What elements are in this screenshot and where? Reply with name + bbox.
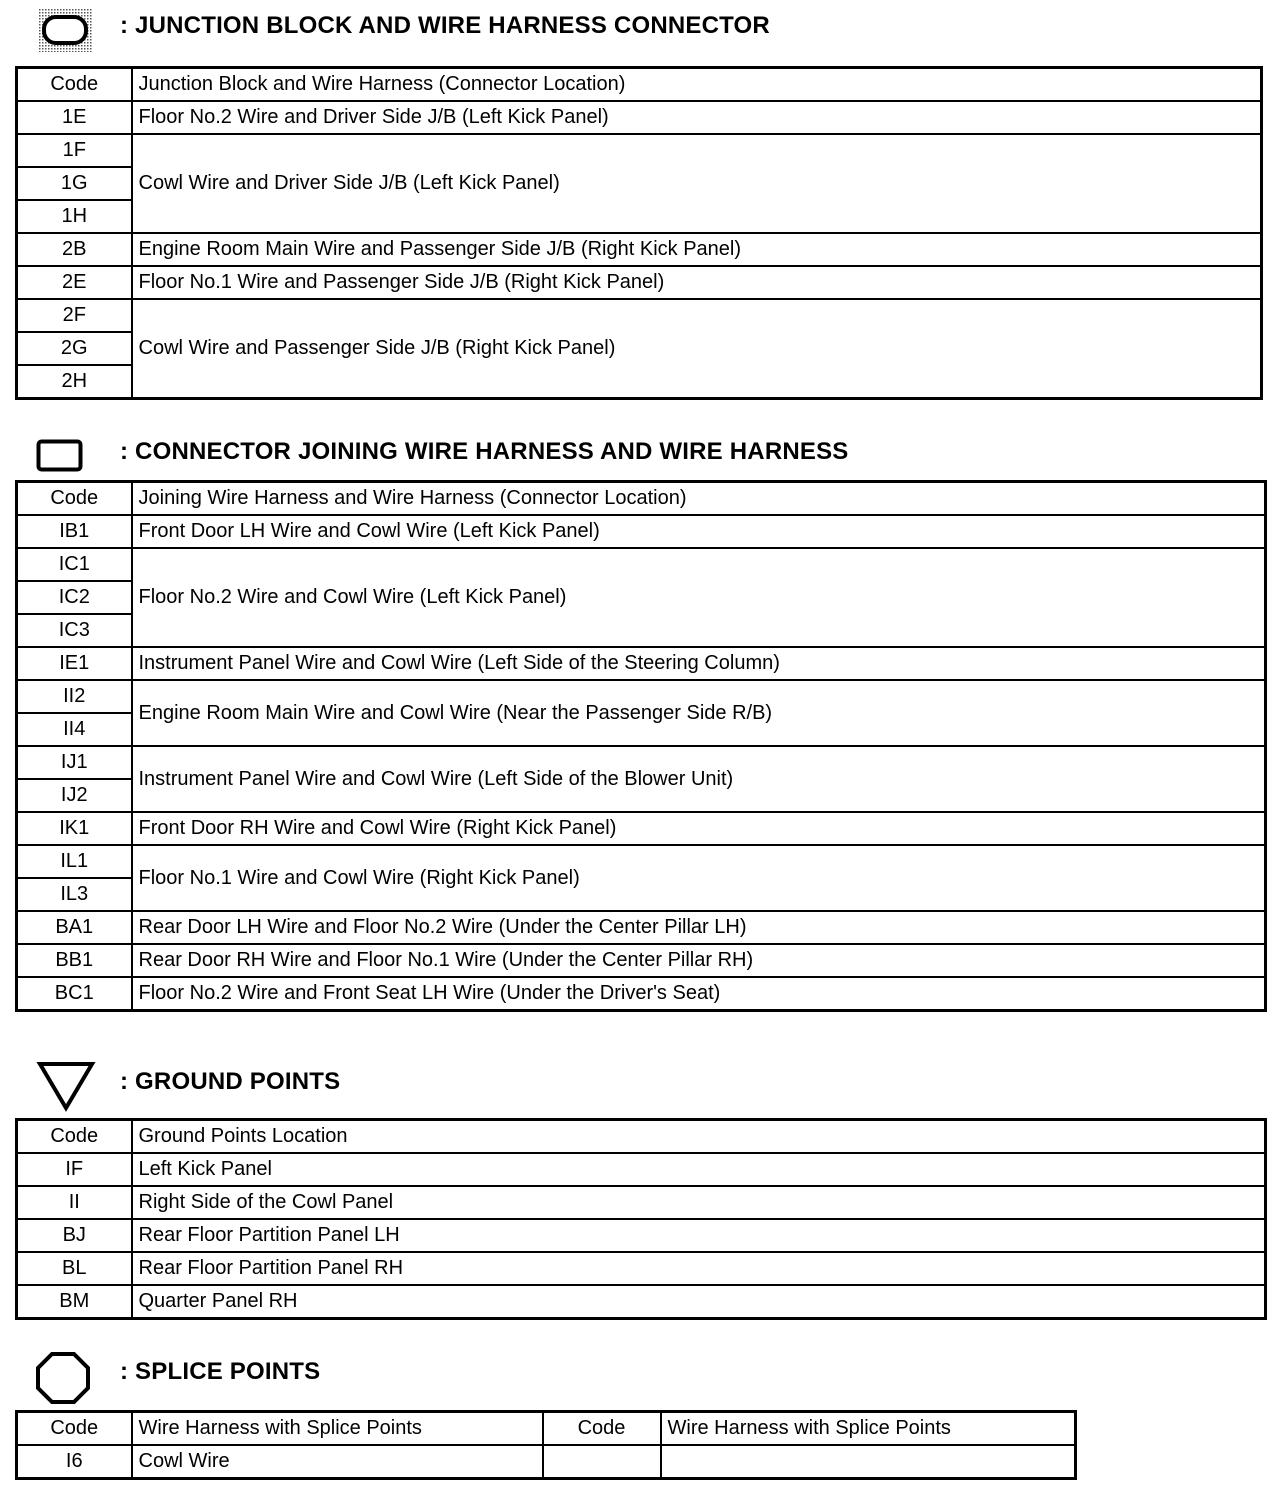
description-cell: Front Door LH Wire and Cowl Wire (Left Kick Panel) xyxy=(132,515,1266,548)
splice-table xyxy=(15,1410,1077,1480)
code-cell: BM xyxy=(17,1285,132,1319)
code-cell: 2H xyxy=(17,365,132,399)
splice-section-title: : SPLICE POINTS xyxy=(120,1358,321,1385)
description-cell: Rear Floor Partition Panel RH xyxy=(132,1252,1266,1285)
code-cell: BB1 xyxy=(17,944,132,977)
description-cell: Rear Door LH Wire and Floor No.2 Wire (Under the Center Pillar LH) xyxy=(132,911,1266,944)
code-cell xyxy=(543,1445,661,1479)
table-row xyxy=(17,1445,1076,1479)
joining-table xyxy=(15,480,1267,1012)
table-row xyxy=(17,1219,1266,1252)
table-row xyxy=(17,233,1262,266)
code-cell: IF xyxy=(17,1153,132,1186)
table-row xyxy=(17,977,1266,1011)
connector-box-icon xyxy=(36,439,84,473)
table-row xyxy=(17,812,1266,845)
header-code-2: Code xyxy=(543,1412,661,1446)
table-row xyxy=(17,134,1262,167)
table-row xyxy=(17,299,1262,332)
code-cell: IC2 xyxy=(17,581,132,614)
header-code: Code xyxy=(17,1120,132,1154)
description-cell: Floor No.1 Wire and Passenger Side J/B (Right Kick Panel) xyxy=(132,266,1262,299)
code-cell: IJ1 xyxy=(17,746,132,779)
code-cell: 2G xyxy=(17,332,132,365)
code-cell: 1H xyxy=(17,200,132,233)
code-cell: IJ2 xyxy=(17,779,132,812)
code-cell: IC1 xyxy=(17,548,132,581)
table-row xyxy=(17,911,1266,944)
header-code-1: Code xyxy=(17,1412,132,1446)
junction-block-icon xyxy=(36,6,94,54)
table-row xyxy=(17,1186,1266,1219)
description-cell: Floor No.2 Wire and Cowl Wire (Left Kick Panel) xyxy=(132,548,1266,647)
code-cell: I6 xyxy=(17,1445,132,1479)
description-cell: Instrument Panel Wire and Cowl Wire (Left Side of the Steering Column) xyxy=(132,647,1266,680)
code-cell: 1G xyxy=(17,167,132,200)
table-header-row xyxy=(17,68,1262,102)
table-row xyxy=(17,548,1266,581)
code-cell: II4 xyxy=(17,713,132,746)
code-cell: 1F xyxy=(17,134,132,167)
description-cell: Right Side of the Cowl Panel xyxy=(132,1186,1266,1219)
code-cell: 1E xyxy=(17,101,132,134)
code-cell: BC1 xyxy=(17,977,132,1011)
table-header-row xyxy=(17,1412,1076,1446)
ground-section-title: : GROUND POINTS xyxy=(120,1068,341,1095)
header-description: Junction Block and Wire Harness (Connector Location) xyxy=(132,68,1262,102)
table-header-row xyxy=(17,482,1266,516)
table-row xyxy=(17,266,1262,299)
splice-octagon-icon xyxy=(34,1350,92,1406)
code-cell: BJ xyxy=(17,1219,132,1252)
table-row xyxy=(17,515,1266,548)
table-row xyxy=(17,746,1266,779)
junction-table xyxy=(15,66,1263,400)
code-cell: IE1 xyxy=(17,647,132,680)
table-header-row xyxy=(17,1120,1266,1154)
header-desc-1: Wire Harness with Splice Points xyxy=(132,1412,543,1446)
description-cell: Rear Floor Partition Panel LH xyxy=(132,1219,1266,1252)
header-description: Joining Wire Harness and Wire Harness (Connector Location) xyxy=(132,482,1266,516)
header-code: Code xyxy=(17,482,132,516)
code-cell: 2E xyxy=(17,266,132,299)
table-row xyxy=(17,680,1266,713)
description-cell: Rear Door RH Wire and Floor No.1 Wire (Under the Center Pillar RH) xyxy=(132,944,1266,977)
code-cell: IK1 xyxy=(17,812,132,845)
table-row xyxy=(17,845,1266,878)
code-cell: BL xyxy=(17,1252,132,1285)
header-code: Code xyxy=(17,68,132,102)
table-row xyxy=(17,1153,1266,1186)
code-cell: IL3 xyxy=(17,878,132,911)
table-row xyxy=(17,944,1266,977)
description-cell: Cowl Wire and Driver Side J/B (Left Kick Panel) xyxy=(132,134,1262,233)
description-cell: Cowl Wire and Passenger Side J/B (Right Kick Panel) xyxy=(132,299,1262,399)
description-cell: Quarter Panel RH xyxy=(132,1285,1266,1319)
description-cell: Engine Room Main Wire and Cowl Wire (Near the Passenger Side R/B) xyxy=(132,680,1266,746)
splice-section-header xyxy=(0,1346,1280,1406)
ground-triangle-icon xyxy=(36,1058,96,1112)
description-cell: Floor No.2 Wire and Front Seat LH Wire (Under the Driver's Seat) xyxy=(132,977,1266,1011)
description-cell: Floor No.1 Wire and Cowl Wire (Right Kick Panel) xyxy=(132,845,1266,911)
junction-section-header xyxy=(0,0,1280,60)
description-cell: Engine Room Main Wire and Passenger Side J/B (Right Kick Panel) xyxy=(132,233,1262,266)
code-cell: IB1 xyxy=(17,515,132,548)
header-description: Ground Points Location xyxy=(132,1120,1266,1154)
code-cell: 2F xyxy=(17,299,132,332)
ground-section-header xyxy=(0,1058,1280,1118)
table-row xyxy=(17,101,1262,134)
table-row xyxy=(17,647,1266,680)
junction-section-title: : JUNCTION BLOCK AND WIRE HARNESS CONNECTOR xyxy=(120,12,770,39)
description-cell: Front Door RH Wire and Cowl Wire (Right Kick Panel) xyxy=(132,812,1266,845)
code-cell: II2 xyxy=(17,680,132,713)
code-cell: 2B xyxy=(17,233,132,266)
code-cell: BA1 xyxy=(17,911,132,944)
code-cell: IC3 xyxy=(17,614,132,647)
desc-cell xyxy=(661,1445,1076,1479)
code-cell: II xyxy=(17,1186,132,1219)
description-cell: Instrument Panel Wire and Cowl Wire (Left Side of the Blower Unit) xyxy=(132,746,1266,812)
ground-table xyxy=(15,1118,1267,1320)
table-row xyxy=(17,1285,1266,1319)
table-row xyxy=(17,1252,1266,1285)
description-cell: Left Kick Panel xyxy=(132,1153,1266,1186)
joining-section-title: : CONNECTOR JOINING WIRE HARNESS AND WIRE HARNESS xyxy=(120,438,849,465)
code-cell: IL1 xyxy=(17,845,132,878)
header-desc-2: Wire Harness with Splice Points xyxy=(661,1412,1076,1446)
description-cell: Floor No.2 Wire and Driver Side J/B (Left Kick Panel) xyxy=(132,101,1262,134)
desc-cell: Cowl Wire xyxy=(132,1445,543,1479)
